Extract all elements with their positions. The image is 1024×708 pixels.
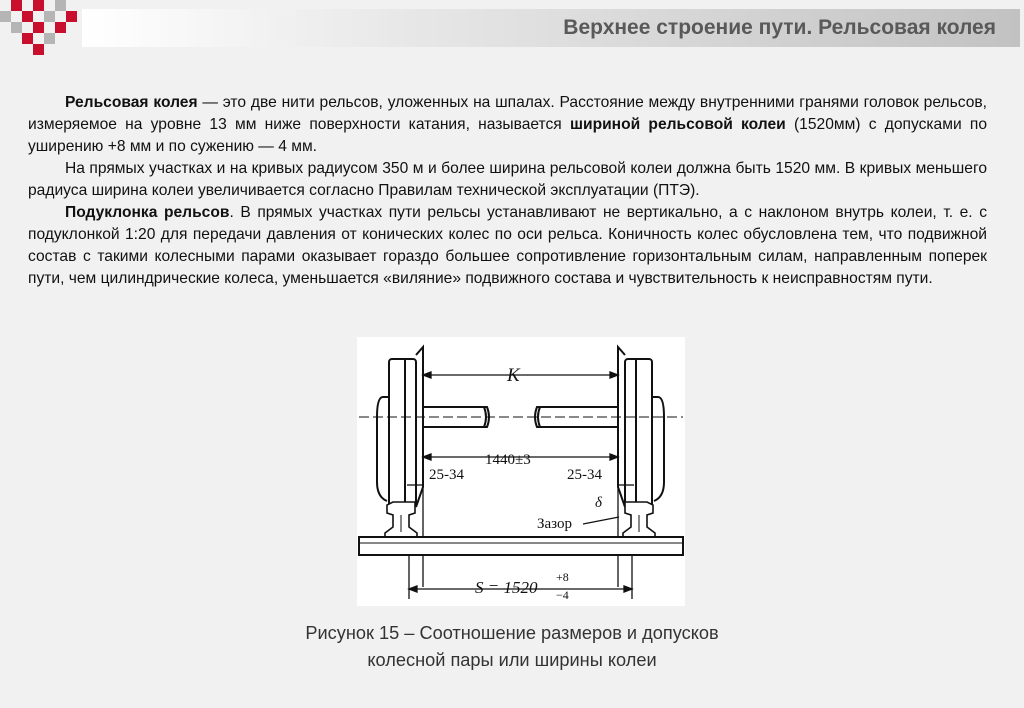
label-tol-minus: −4 <box>556 588 569 602</box>
sleeper <box>359 537 683 555</box>
term-rail-track: Рельсовая колея <box>65 94 198 111</box>
label-inner-distance: 1440±3 <box>485 452 531 468</box>
label-tol-plus: +8 <box>556 570 569 584</box>
term-gauge-width: шириной рельсовой колеи <box>569 116 786 133</box>
label-gauge: S = 1520 <box>475 578 538 597</box>
right-rail <box>623 502 655 537</box>
wheelset-diagram <box>357 337 685 606</box>
paragraph-rail-cant: Подуклонка рельсов. В прямых участках пути рельсы устанавливают не вертикально, а с наклоном внутрь колеи, т. е. с подуклонкой 1:20 для передачи давления от конических колес по оси рельса. Коничность колес обусловлена тем, что подвижной состав с такими колесными парами оказывает гораздо большее сопротивление горизонтальным силам, направленным поперек пути, чем цилиндрические колеса, уменьшается «виляние» подвижного состава и чувствительность к неисправностям пути. <box>28 204 987 287</box>
label-k: K <box>507 365 520 386</box>
figure-caption <box>0 620 1024 674</box>
left-rail <box>385 502 417 537</box>
wheelset-gauge-figure <box>357 337 685 606</box>
label-flange-right: 25-34 <box>567 467 602 483</box>
term-rail-cant: Подуклонка рельсов <box>65 204 230 221</box>
caption-line-1: Рисунок 15 – Соотношение размеров и допусков <box>305 623 719 643</box>
dimension-k <box>423 372 618 378</box>
title-bar <box>82 9 1020 47</box>
slide-title: Верхнее строение пути. Рельсовая колея <box>563 16 996 39</box>
gap-leader <box>583 517 619 524</box>
label-delta: δ <box>595 495 602 511</box>
right-wheel <box>618 347 664 507</box>
label-flange-left: 25-34 <box>429 467 464 483</box>
logo-squares <box>0 0 80 56</box>
left-wheel <box>377 347 423 507</box>
paragraph-track-gauge: Рельсовая колея — это две нити рельсов, уложенных на шпалах. Расстояние между внутренними гранями головок рельсов, измеряемое на уровне 13 мм ниже поверхности катания, называется шириной рельсовой колеи (1520мм) с допусками по уширению +8 мм и по сужению — 4 мм. <box>28 94 987 155</box>
paragraph-curves: На прямых участках и на кривых радиусом 350 м и более ширина рельсовой колеи должна быть 1520 мм. В кривых меньшего радиуса ширина колеи увеличивается согласно Правилам технической эксплуатации (ПТЭ). <box>28 160 987 199</box>
body-text <box>28 92 987 290</box>
label-gap: Зазор <box>537 516 573 532</box>
caption-line-2: колесной пары или ширины колеи <box>367 650 657 670</box>
